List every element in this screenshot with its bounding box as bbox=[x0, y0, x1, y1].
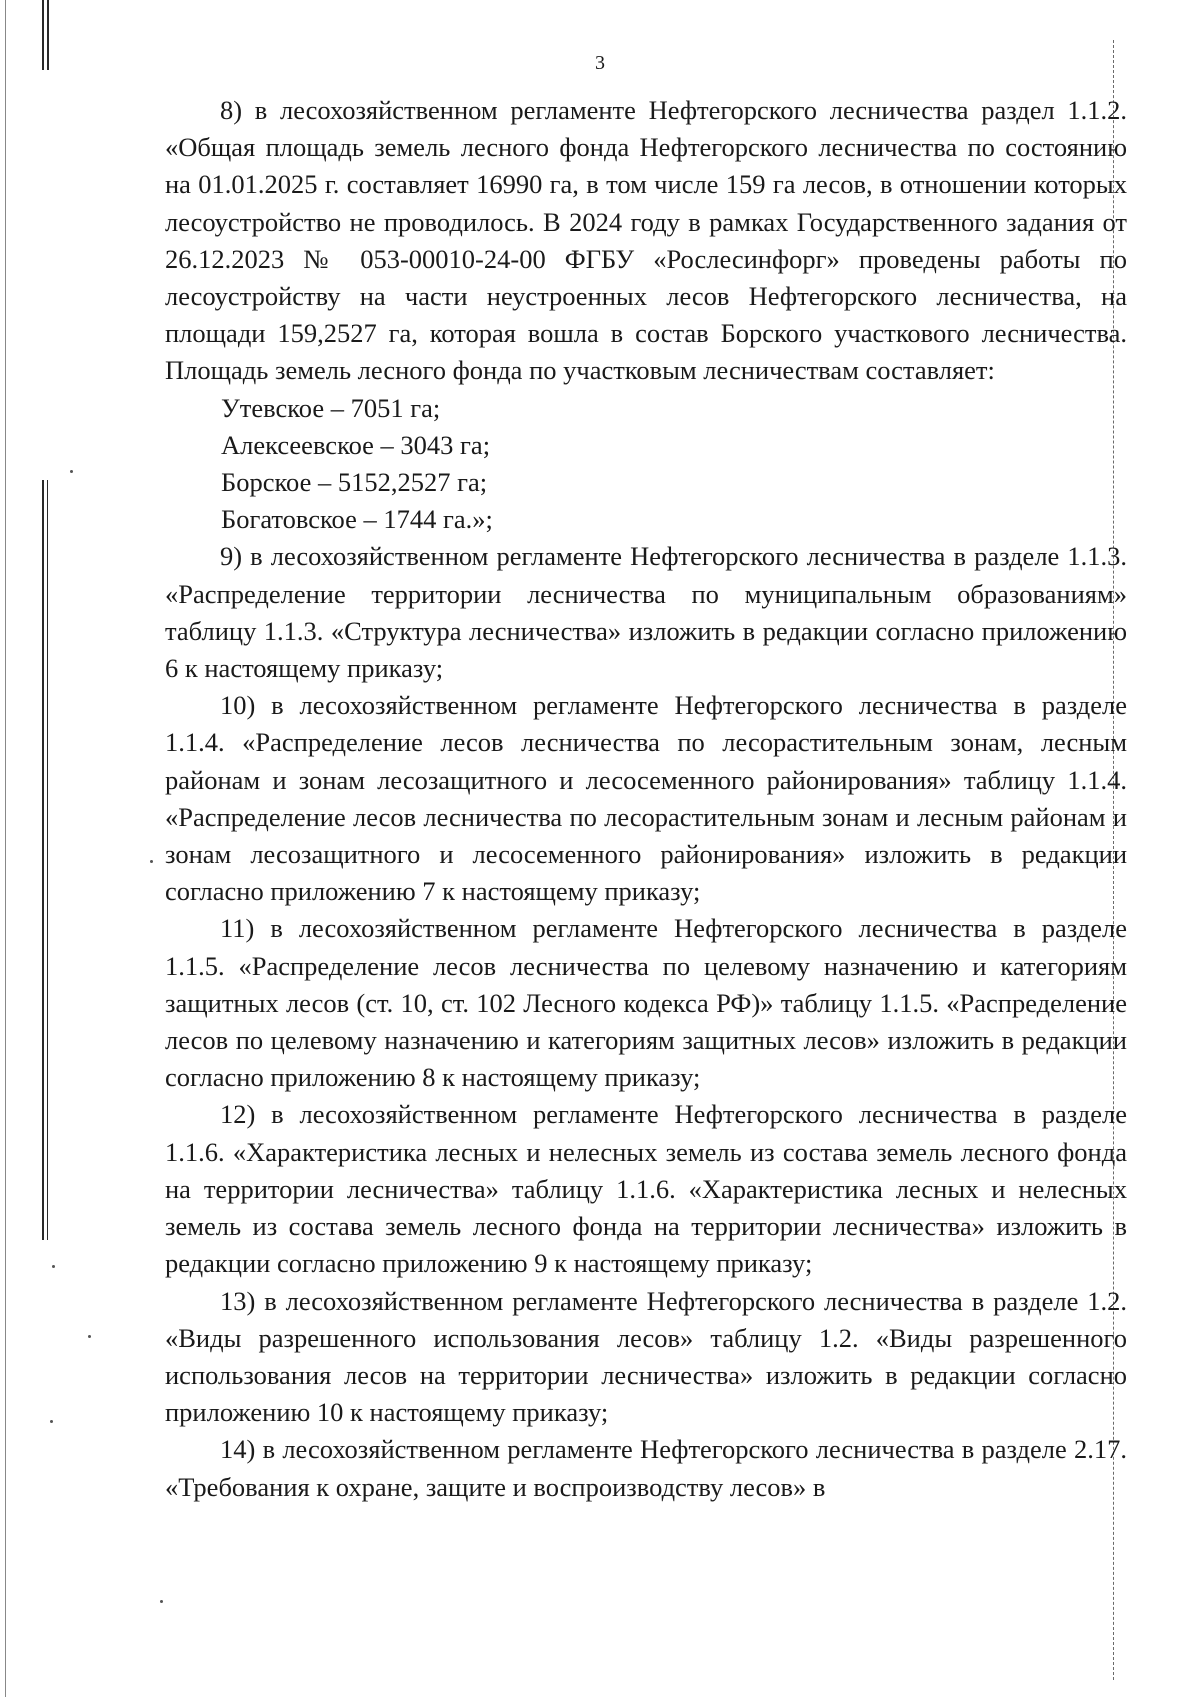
paragraph-9: 9) в лесохозяйственном регламенте Нефтегорского лесничества в разделе 1.1.3. «Распределение территории лесничества по муниципальным образованиям» таблицу 1.1.3. «Структура лесничества» изложить в редакции согласно приложению 6 к настоящему приказу; bbox=[165, 541, 1127, 684]
page-number: 3 bbox=[595, 52, 605, 74]
list-item-alekseevskoe: Алексеевское – 3043 га; bbox=[221, 429, 491, 460]
paragraph-11: 11) в лесохозяйственном регламенте Нефтегорского лесничества в разделе 1.1.5. «Распределение лесов лесничества по целевому назначению и категориям защитных лесов (ст. 10, ст. 102 Лесного кодекса РФ)» таблицу 1.1.5. «Распределение лесов по целевому назначению и категориям защитных лесов» изложить в редакции согласно приложению 8 к настоящему приказу; bbox=[165, 913, 1127, 1093]
scan-artifact-dot bbox=[150, 860, 153, 863]
scan-artifact-dot bbox=[160, 1600, 163, 1603]
paragraph-8: 8) в лесохозяйственном регламенте Нефтегорского лесничества раздел 1.1.2. «Общая площадь земель лесного фонда Нефтегорского лесничества по состоянию на 01.01.2025 г. составляет 16990 га, в том числе 159 га лесов, в отношении которых лесоустройство не проводилось. В 2024 году в рамках Государственного задания от 26.12.2023 № 053-00010-24-00 ФГБУ «Рослесинфорг» проведены работы по лесоустройству на части неустроенных лесов Нефтегорского лесничества, на площади 159,2527 га, которая вошла в состав Борского участкового лесничества. Площадь земель лесного фонда по участковым лесничествам составляет: bbox=[165, 95, 1127, 386]
list-item-borskoe: Борское – 5152,2527 га; bbox=[221, 467, 488, 498]
document-body bbox=[165, 92, 1127, 1506]
list-item-utevskoe: Утевское – 7051 га; bbox=[221, 392, 441, 423]
scan-artifact-line bbox=[42, 480, 44, 1240]
scan-artifact-dot bbox=[88, 1335, 91, 1338]
scan-artifact-line bbox=[5, 0, 6, 1697]
list-item-bogatovskoe: Богатовское – 1744 га.»; bbox=[221, 504, 493, 535]
paragraph-12: 12) в лесохозяйственном регламенте Нефтегорского лесничества в разделе 1.1.6. «Характеристика лесных и нелесных земель из состава земель лесного фонда на территории лесничества» таблицу 1.1.6. «Характеристика лесных и нелесных земель из состава земель лесного фонда на территории лесничества» изложить в редакции согласно приложению 9 к настоящему приказу; bbox=[165, 1099, 1127, 1279]
scan-artifact-dot bbox=[52, 1265, 55, 1268]
scan-artifact-dot bbox=[50, 1420, 53, 1423]
paragraph-14: 14) в лесохозяйственном регламенте Нефтегорского лесничества в разделе 2.17. «Требования к охране, защите и воспроизводству лесов» в bbox=[165, 1434, 1127, 1502]
paragraph-13: 13) в лесохозяйственном регламенте Нефтегорского лесничества в разделе 1.2. «Виды разрешенного использования лесов» таблицу 1.2. «Виды разрешенного использования лесов на территории лесничества» изложить в редакции согласно приложению 10 к настоящему приказу; bbox=[165, 1285, 1127, 1428]
scan-artifact-dot bbox=[70, 470, 73, 473]
scan-artifact-line bbox=[47, 480, 48, 1240]
paragraph-10: 10) в лесохозяйственном регламенте Нефтегорского лесничества в разделе 1.1.4. «Распределение лесов лесничества по лесорастительным зонам, лесным районам и зонам лесозащитного и лесосеменного районирования» таблицу 1.1.4. «Распределение лесов лесничества по лесорастительным зонам и лесным районам и зонам лесозащитного и лесосеменного районирования» изложить в редакции согласно приложению 7 к настоящему приказу; bbox=[165, 690, 1127, 907]
